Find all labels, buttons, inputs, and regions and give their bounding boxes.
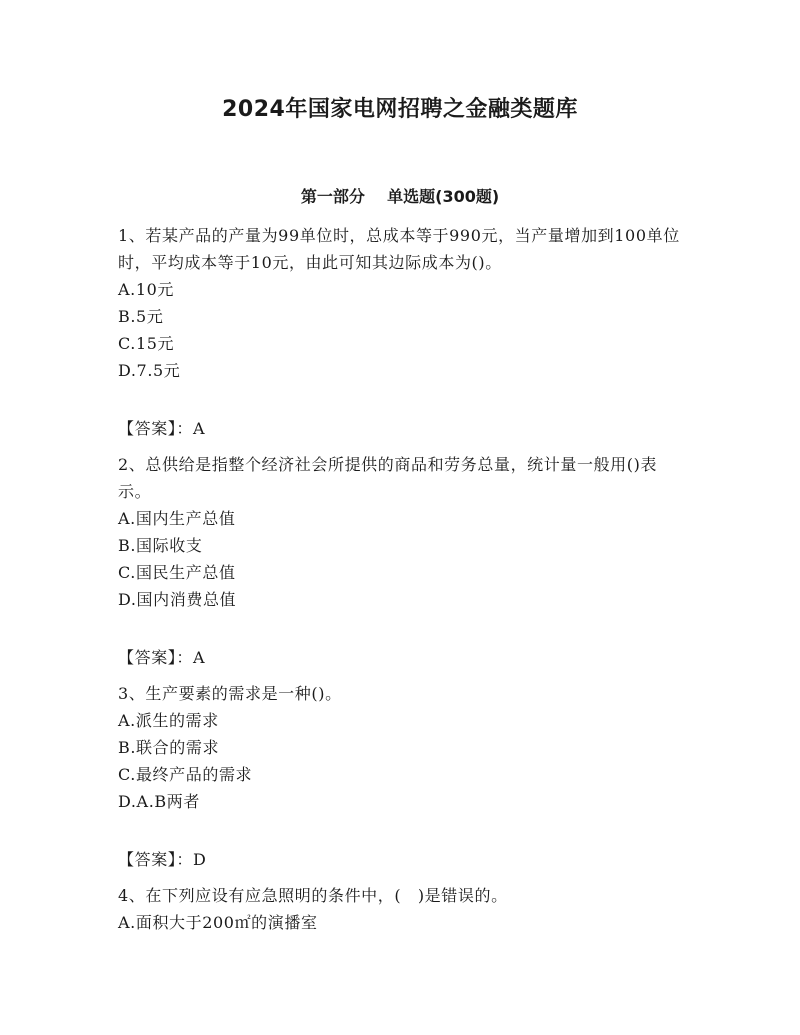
option-d: D.国内消费总值 <box>118 590 237 609</box>
question-stem: 4、在下列应设有应急照明的条件中，( )是错误的。 <box>118 886 508 905</box>
option-a: A.面积大于200㎡的演播室 <box>118 913 318 932</box>
option-b: B.国际收支 <box>118 536 203 555</box>
question-2 <box>118 451 688 671</box>
question-stem: 3、生产要素的需求是一种()。 <box>118 684 342 703</box>
question-4 <box>118 882 688 936</box>
answer-label: 【答案】：D <box>118 850 207 869</box>
option-d: D.7.5元 <box>118 361 181 380</box>
option-a: A.10元 <box>118 280 174 299</box>
document-title: 2024年国家电网招聘之金融类题库 <box>222 97 578 122</box>
question-1 <box>118 222 688 442</box>
section-title: 第一部分 单选题(300题) <box>300 187 500 206</box>
question-stem: 1、若某产品的产量为99单位时，总成本等于990元，当产量增加到100单位时，平均成本等于10元，由此可知其边际成本为()。 <box>118 226 680 272</box>
question-list <box>118 222 688 936</box>
option-b: B.联合的需求 <box>118 738 220 757</box>
option-c: C.最终产品的需求 <box>118 765 253 784</box>
question-stem: 2、总供给是指整个经济社会所提供的商品和劳务总量，统计量一般用()表示。 <box>118 455 658 501</box>
answer-label: 【答案】：A <box>118 419 206 438</box>
question-3 <box>118 680 688 873</box>
option-d: D.A.B两者 <box>118 792 200 811</box>
option-c: C.国民生产总值 <box>118 563 236 582</box>
option-a: A.国内生产总值 <box>118 509 236 528</box>
option-a: A.派生的需求 <box>118 711 219 730</box>
answer-label: 【答案】：A <box>118 648 206 667</box>
option-b: B.5元 <box>118 307 164 326</box>
option-c: C.15元 <box>118 334 175 353</box>
